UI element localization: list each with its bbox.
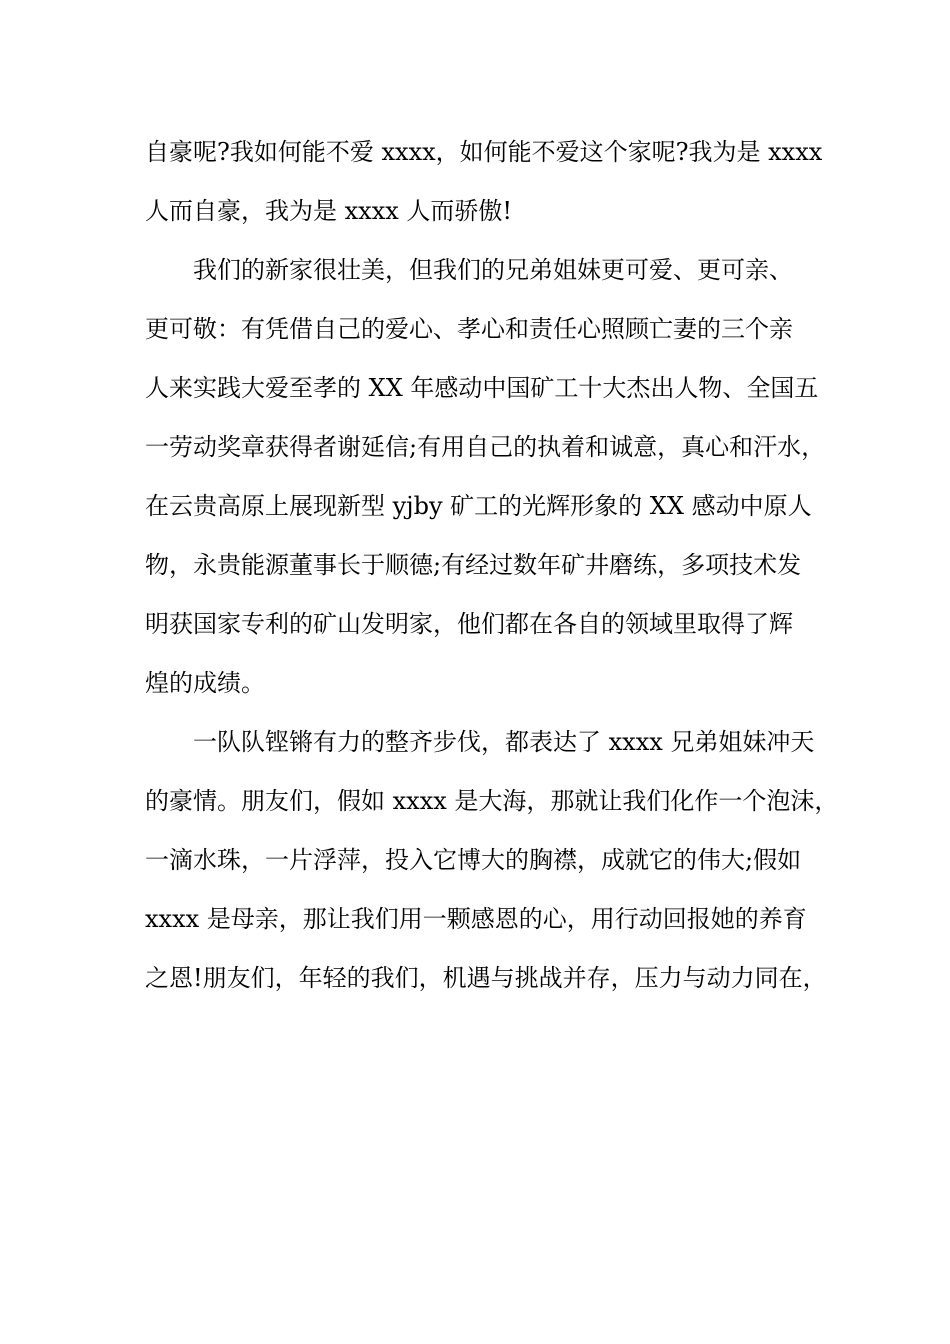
text-line: xxxx 是母亲，那让我们用一颗感恩的心，用行动回报她的养育 xyxy=(145,905,807,933)
text-line: 的豪情。朋友们，假如 xxxx 是大海，那就让我们化作一个泡沫， xyxy=(145,787,839,815)
text-line: 自豪呢?我如何能不爱 xxxx，如何能不爱这个家呢?我为是 xxxx xyxy=(145,138,823,166)
text-line: 一劳动奖章获得者谢延信;有用自己的执着和诚意，真心和汗水， xyxy=(145,433,826,461)
text-line: 之恩!朋友们，年轻的我们，机遇与挑战并存，压力与动力同在， xyxy=(145,964,827,992)
text-line: 煌的成绩。 xyxy=(145,669,265,697)
paragraph-start-line: 我们的新家很壮美，但我们的兄弟姐妹更可爱、更可亲、 xyxy=(193,256,793,284)
text-line: 人来实践大爱至孝的 XX 年感动中国矿工十大杰出人物、全国五 xyxy=(145,374,819,402)
text-line: 人而自豪，我为是 xxxx 人而骄傲! xyxy=(145,197,513,225)
text-line: 物，永贵能源董事长于顺德;有经过数年矿井磨练，多项技术发 xyxy=(145,551,802,579)
text-line: 一滴水珠，一片浮萍，投入它博大的胸襟，成就它的伟大;假如 xyxy=(145,846,802,874)
text-line: 明获国家专利的矿山发明家，他们都在各自的领域里取得了辉 xyxy=(145,610,793,638)
text-line: 更可敬：有凭借自己的爱心、孝心和责任心照顾亡妻的三个亲 xyxy=(145,315,793,343)
text-line: 在云贵高原上展现新型 yjby 矿工的光辉形象的 XX 感动中原人 xyxy=(145,492,812,520)
paragraph-start-line: 一队队铿锵有力的整齐步伐，都表达了 xxxx 兄弟姐妹冲天 xyxy=(193,728,815,756)
body-text xyxy=(145,130,839,1015)
